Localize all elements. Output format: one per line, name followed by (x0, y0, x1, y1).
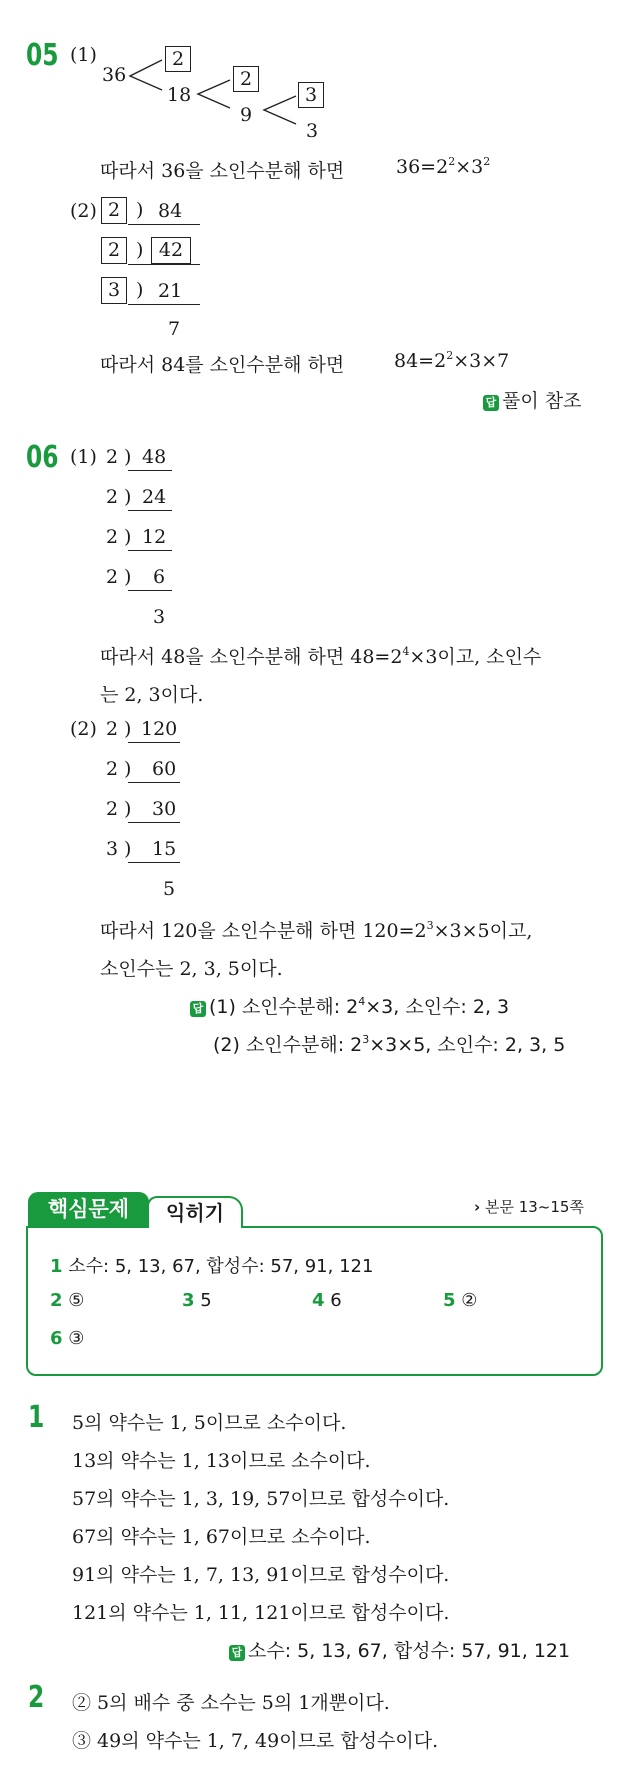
paren: ) (124, 526, 132, 548)
sentence: 소인수는 2, 3, 5이다. (100, 958, 283, 980)
solution-line: 91의 약수는 1, 7, 13, 91이므로 합성수이다. (72, 1564, 450, 1586)
core-answer-item: 5 ② (443, 1290, 478, 1311)
dividend: 24 (142, 486, 167, 508)
paren: ) (124, 566, 132, 588)
divider-line (128, 782, 180, 783)
divisor: 3 (106, 838, 119, 860)
answer-line: 답 (1) 소인수분해: $2^4\times 3$, 소인수: 2, 3 (190, 992, 509, 1019)
dividend: 12 (142, 526, 167, 548)
divider-line (128, 224, 200, 225)
tree-node: 9 (240, 104, 253, 126)
quotient: 7 (168, 318, 181, 340)
quotient: 3 (153, 606, 166, 628)
sentence: 따라서 84를 소인수분해 하면 (100, 354, 345, 376)
divisor: 2 (106, 758, 119, 780)
sentence: 따라서 36을 소인수분해 하면 (100, 160, 345, 182)
solution-line: ② 5의 배수 중 소수는 5의 1개뿐이다. (72, 1692, 390, 1714)
tree-box: 2 (165, 46, 191, 72)
core-answer-item: 6 ③ (50, 1328, 85, 1349)
solution-line: ③ 49의 약수는 1, 7, 49이므로 합성수이다. (72, 1730, 439, 1752)
divider-line (128, 590, 172, 591)
core-tab-title: 핵심문제 (28, 1192, 149, 1226)
divisor-box: 3 (101, 277, 127, 304)
part-label: (1) (70, 446, 97, 468)
dividend: 15 (152, 838, 177, 860)
chevron-right-icon: › (474, 1198, 481, 1216)
dividend: 120 (141, 718, 178, 740)
paren: ) (124, 798, 132, 820)
solution-line: 67의 약수는 1, 67이므로 소수이다. (72, 1526, 371, 1548)
dividend: 60 (152, 758, 177, 780)
divisor: 2 (106, 486, 119, 508)
tree-node: 36 (102, 64, 127, 86)
dividend: 48 (142, 446, 167, 468)
solution-line: 5의 약수는 1, 5이므로 소수이다. (72, 1412, 347, 1434)
sentence: 따라서 120을 소인수분해 하면 $120=2^3\times 3\times 5$이고, (100, 919, 533, 942)
dividend: 6 (153, 566, 166, 588)
answer-line: (2) 소인수분해: $2^3\times 3\times 5$, 소인수: 2, 3, 5 (213, 1033, 566, 1056)
quotient: 5 (163, 878, 176, 900)
core-tab-subtitle: 익히기 (147, 1196, 243, 1228)
tree-node: 18 (167, 84, 192, 106)
tree-box: 2 (233, 66, 259, 92)
dividend: 84 (158, 200, 183, 222)
answer-icon: 답 (229, 1645, 245, 1661)
divisor: 2 (106, 566, 119, 588)
core-answer-item: 4 6 (312, 1290, 342, 1311)
answer-icon: 답 (483, 395, 499, 411)
divider-line (128, 264, 200, 265)
paren: ) (124, 486, 132, 508)
dividend: 30 (152, 798, 177, 820)
paren: ) (124, 718, 132, 740)
tree-branches (0, 0, 631, 160)
tree-box: 3 (298, 82, 324, 108)
answer-line: 답 소수: 5, 13, 67, 합성수: 57, 91, 121 (229, 1636, 570, 1663)
divisor: 2 (106, 446, 119, 468)
divisor: 2 (106, 718, 119, 740)
part-label: (2) (70, 718, 97, 740)
core-answer-item: 2 ⑤ (50, 1290, 85, 1311)
divisor-box: 2 (101, 237, 127, 264)
tree-node: 3 (306, 120, 319, 142)
sentence: 는 2, 3이다. (100, 684, 204, 706)
core-answer-item: 1 소수: 5, 13, 67, 합성수: 57, 91, 121 (50, 1256, 374, 1277)
part-label: (1) (70, 44, 97, 66)
result-expression: $84=2^2\times 3\times 7$ (394, 349, 510, 372)
divisor-box: 2 (101, 197, 127, 224)
paren: ) (124, 758, 132, 780)
paren: ) (136, 279, 144, 301)
problem-number-1: 1 (28, 1400, 45, 1435)
divider-line (128, 550, 172, 551)
divider-line (128, 862, 180, 863)
page-reference: › 본문 13~15쪽 (474, 1198, 584, 1216)
problem-number-06: 06 (26, 440, 59, 475)
sentence: 따라서 48을 소인수분해 하면 $48=2^4\times 3$이고, 소인수 (100, 645, 542, 668)
paren: ) (124, 446, 132, 468)
paren: ) (124, 838, 132, 860)
problem-number-2: 2 (28, 1680, 45, 1715)
solution-line: 57의 약수는 1, 3, 19, 57이므로 합성수이다. (72, 1488, 450, 1510)
solution-line: 121의 약수는 1, 11, 121이므로 합성수이다. (72, 1602, 450, 1624)
part-label: (2) (70, 200, 97, 222)
paren: ) (136, 199, 144, 221)
answer-icon: 답 (190, 1001, 206, 1017)
core-answer-item: 3 5 (182, 1290, 212, 1311)
divisor: 2 (106, 526, 119, 548)
divider-line (128, 470, 172, 471)
divider-line (128, 304, 200, 305)
dividend-box: 42 (151, 237, 191, 264)
divider-line (128, 742, 180, 743)
paren: ) (136, 239, 144, 261)
divider-line (128, 510, 172, 511)
answer-line: 답 풀이 참조 (483, 386, 581, 413)
divider-line (128, 822, 180, 823)
solution-line: 13의 약수는 1, 13이므로 소수이다. (72, 1450, 371, 1472)
divisor: 2 (106, 798, 119, 820)
problem-number-05: 05 (26, 38, 59, 73)
dividend: 21 (158, 280, 183, 302)
result-expression: $36=2^2\times 3^2$ (396, 155, 491, 178)
